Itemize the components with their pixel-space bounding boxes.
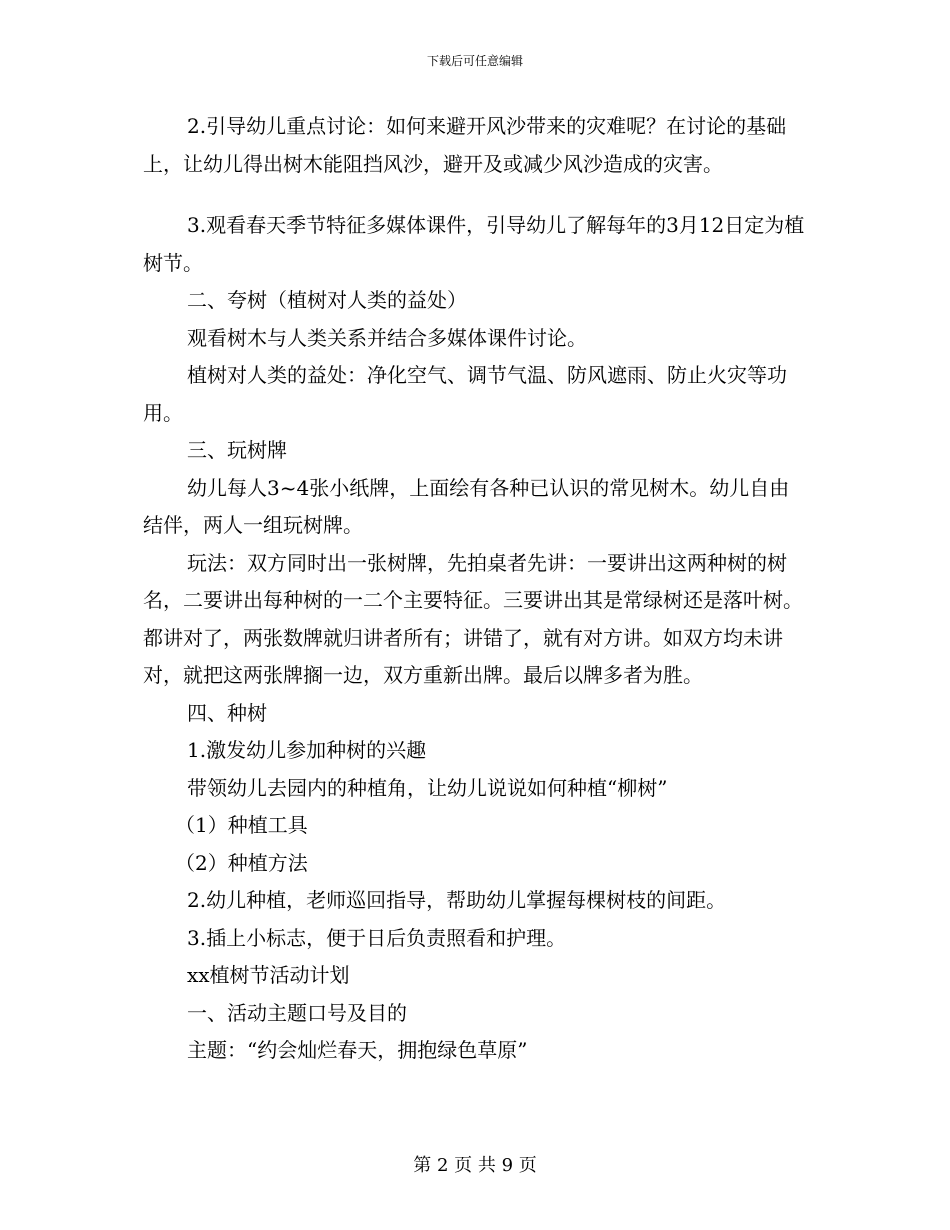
paragraph-1: 2.引导幼儿重点讨论：如何来避开风沙带来的灾难呢？在讨论的基础上，让幼儿得出树木能阻挡风沙，避开及或减少风沙造成的灾害。	[143, 114, 787, 176]
page-header: 下载后可任意编辑	[426, 54, 523, 68]
paragraph-4: 植树对人类的益处：净化空气、调节气温、防风遮雨、防止火灾等功用。	[143, 363, 787, 425]
section-heading-1: 一、活动主题口号及目的	[187, 1000, 407, 1025]
paragraph-8: 带领幼儿去园内的种植角，让幼儿说说如何种植“柳树”	[187, 775, 668, 800]
paragraph-3: 观看树木与人类关系并结合多媒体课件讨论。	[187, 325, 587, 350]
paragraph-9: 2.幼儿种植，老师巡回指导，帮助幼儿掌握每棵树枝的间距。	[187, 888, 727, 912]
paragraph-7: 1.激发幼儿参加种树的兴趣	[187, 738, 427, 762]
paragraph-11: 主题：“约会灿烂春天，拥抱绿色草原”	[187, 1038, 528, 1062]
paragraph-6: 玩法：双方同时出一张树牌，先拍桌者先讲：一要讲出这两种树的树名，二要讲出每种树的一二个主要特征。三要讲出其是常绿树还是落叶树。都讲对了，两张数牌就归讲者所有；讲错了，就有对方讲。如双方均未讲对，就把这两张牌搁一边，双方重新出牌。最后以牌多者为胜。	[143, 550, 803, 687]
section-heading-3: 三、玩树牌	[187, 438, 287, 462]
plan-title: xx植树节活动计划	[187, 963, 350, 987]
section-heading-2: 二、夸树（植树对人类的益处）	[187, 288, 467, 312]
list-item-1: （1）种植工具	[175, 813, 308, 837]
paragraph-5: 幼儿每人3~4张小纸牌，上面绘有各种已认识的常见树木。幼儿自由结伴，两人一组玩树牌。	[143, 475, 790, 537]
page-footer: 第 2 页 共 9 页	[413, 1155, 537, 1176]
paragraph-10: 3.插上小标志，便于日后负责照看和护理。	[187, 925, 567, 950]
list-item-2: （2）种植方法	[175, 850, 308, 875]
document-body	[143, 108, 807, 1070]
section-heading-4: 四、种树	[187, 700, 267, 725]
paragraph-2: 3.观看春天季节特征多媒体课件，引导幼儿了解每年的3月12日定为植树节。	[143, 213, 805, 275]
